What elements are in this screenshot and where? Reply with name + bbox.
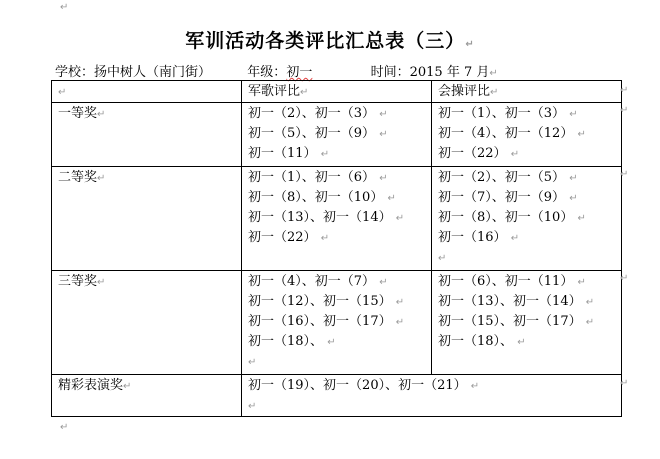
paragraph-mark: ↵ <box>379 109 388 120</box>
paragraph-mark: ↵ <box>58 87 67 98</box>
class-list-line: 初一（22） <box>248 230 317 245</box>
class-list-line: 初一（5）、初一（9） <box>248 126 376 141</box>
paragraph-mark: ↵ <box>395 213 405 224</box>
paragraph-mark: ↵ <box>97 109 106 120</box>
row-end-mark: ↵ <box>620 378 629 389</box>
row-end-mark: ↵ <box>620 273 629 284</box>
paragraph-mark: ↵ <box>97 277 106 288</box>
class-list-line: 初一（6）、初一（11） <box>438 274 574 289</box>
header-drill-label: 会操评比 <box>438 84 491 99</box>
class-list-line: 初一（7）、初一（9） <box>438 190 566 205</box>
paragraph-mark: ↵ <box>379 173 388 184</box>
class-list-line: 初一（22） <box>438 146 507 161</box>
song-cell <box>242 167 432 271</box>
paragraph-mark: ↵ <box>465 39 475 50</box>
table-header-row <box>52 81 622 103</box>
award-label: 精彩表演奖 <box>58 378 124 393</box>
class-list-line: 初一（13）、初一（14） <box>248 210 392 225</box>
paragraph-mark: ↵ <box>395 317 405 328</box>
paragraph-mark: ↵ <box>510 233 520 244</box>
merged-cell <box>242 375 622 417</box>
drill-cell <box>432 271 622 375</box>
drill-cell <box>432 167 622 271</box>
row-end-mark: ↵ <box>620 85 629 96</box>
paragraph-mark: ↵ <box>577 213 586 224</box>
class-list-line: 初一（1）、初一（3） <box>438 106 566 121</box>
header-song-label: 军歌评比 <box>248 84 301 99</box>
paragraph-mark: ↵ <box>60 422 69 433</box>
class-list-line: 初一（2）、初一（3） <box>248 106 376 121</box>
paragraph-mark: ↵ <box>470 381 480 392</box>
paragraph-mark: ↵ <box>577 277 586 288</box>
row-end-mark: ↵ <box>620 169 629 180</box>
school-label: 学校：扬中树人（南门街） <box>55 65 212 80</box>
class-list-line: 初一（16） <box>438 230 507 245</box>
paragraph-mark: ↵ <box>395 297 405 308</box>
table-row <box>52 271 622 375</box>
class-list-line: 初一（4）、初一（7） <box>248 274 376 289</box>
document-title <box>0 26 660 53</box>
header-cell-empty <box>52 81 242 103</box>
award-label: 三等奖 <box>58 274 98 289</box>
paragraph-mark: ↵ <box>585 317 595 328</box>
header-cell-song <box>242 81 432 103</box>
paragraph-mark: ↵ <box>123 381 132 392</box>
class-list-line: 初一（12）、初一（15） <box>248 294 392 309</box>
class-list-line: 初一（8）、初一（10） <box>438 210 574 225</box>
award-label: 一等奖 <box>58 106 98 121</box>
paragraph-mark: ↵ <box>97 173 106 184</box>
paragraph-mark: ↵ <box>569 173 578 184</box>
class-list-line: 初一（19）、初一（20）、初一（21） <box>248 378 467 393</box>
header-cell-drill <box>432 81 622 103</box>
grade-label: 年级： <box>247 65 287 80</box>
table-row <box>52 167 622 271</box>
class-list-line: 初一（16）、初一（17） <box>248 314 392 329</box>
table-row <box>52 103 622 167</box>
award-cell <box>52 167 242 271</box>
paragraph-mark: ↵ <box>489 68 498 79</box>
paragraph-mark: ↵ <box>517 337 526 348</box>
class-list-line: 初一（15）、初一（17） <box>438 314 582 329</box>
paragraph-mark: ↵ <box>510 149 520 160</box>
paragraph-mark: ↵ <box>379 277 388 288</box>
drill-cell <box>432 103 622 167</box>
class-list-line: 初一（18）、 <box>438 334 514 349</box>
title-text: 军训活动各类评比汇总表（三） <box>185 30 466 52</box>
paragraph-mark: ↵ <box>300 87 309 98</box>
info-line <box>55 61 625 80</box>
paragraph-mark: ↵ <box>569 109 578 120</box>
paragraph-mark: ↵ <box>60 2 69 13</box>
award-summary-table <box>51 80 622 417</box>
paragraph-mark: ↵ <box>569 193 578 204</box>
paragraph-mark: ↵ <box>387 193 396 204</box>
award-cell <box>52 271 242 375</box>
grade-value: 初一 <box>286 65 313 80</box>
paragraph-mark: ↵ <box>379 129 388 140</box>
class-list-line: 初一（1）、初一（6） <box>248 170 376 185</box>
paragraph-mark: ↵ <box>248 357 257 368</box>
award-cell <box>52 375 242 417</box>
paragraph-mark: ↵ <box>490 87 499 98</box>
paragraph-mark: ↵ <box>577 129 586 140</box>
table-row <box>52 375 622 417</box>
song-cell <box>242 271 432 375</box>
row-end-mark: ↵ <box>620 105 629 116</box>
time-label: 时间：2015 年 7 月 <box>370 65 490 80</box>
class-list-line: 初一（18）、 <box>248 334 324 349</box>
paragraph-mark: ↵ <box>585 297 595 308</box>
paragraph-mark: ↵ <box>438 253 447 264</box>
award-label: 二等奖 <box>58 170 98 185</box>
song-cell <box>242 103 432 167</box>
class-list-line: 初一（11） <box>248 146 317 161</box>
class-list-line: 初一（13）、初一（14） <box>438 294 582 309</box>
paragraph-mark: ↵ <box>320 233 330 244</box>
paragraph-mark: ↵ <box>320 149 330 160</box>
paragraph-mark: ↵ <box>327 337 336 348</box>
award-cell <box>52 103 242 167</box>
class-list-line: 初一（8）、初一（10） <box>248 190 384 205</box>
paragraph-mark: ↵ <box>248 401 257 412</box>
class-list-line: 初一（2）、初一（5） <box>438 170 566 185</box>
class-list-line: 初一（4）、初一（12） <box>438 126 574 141</box>
